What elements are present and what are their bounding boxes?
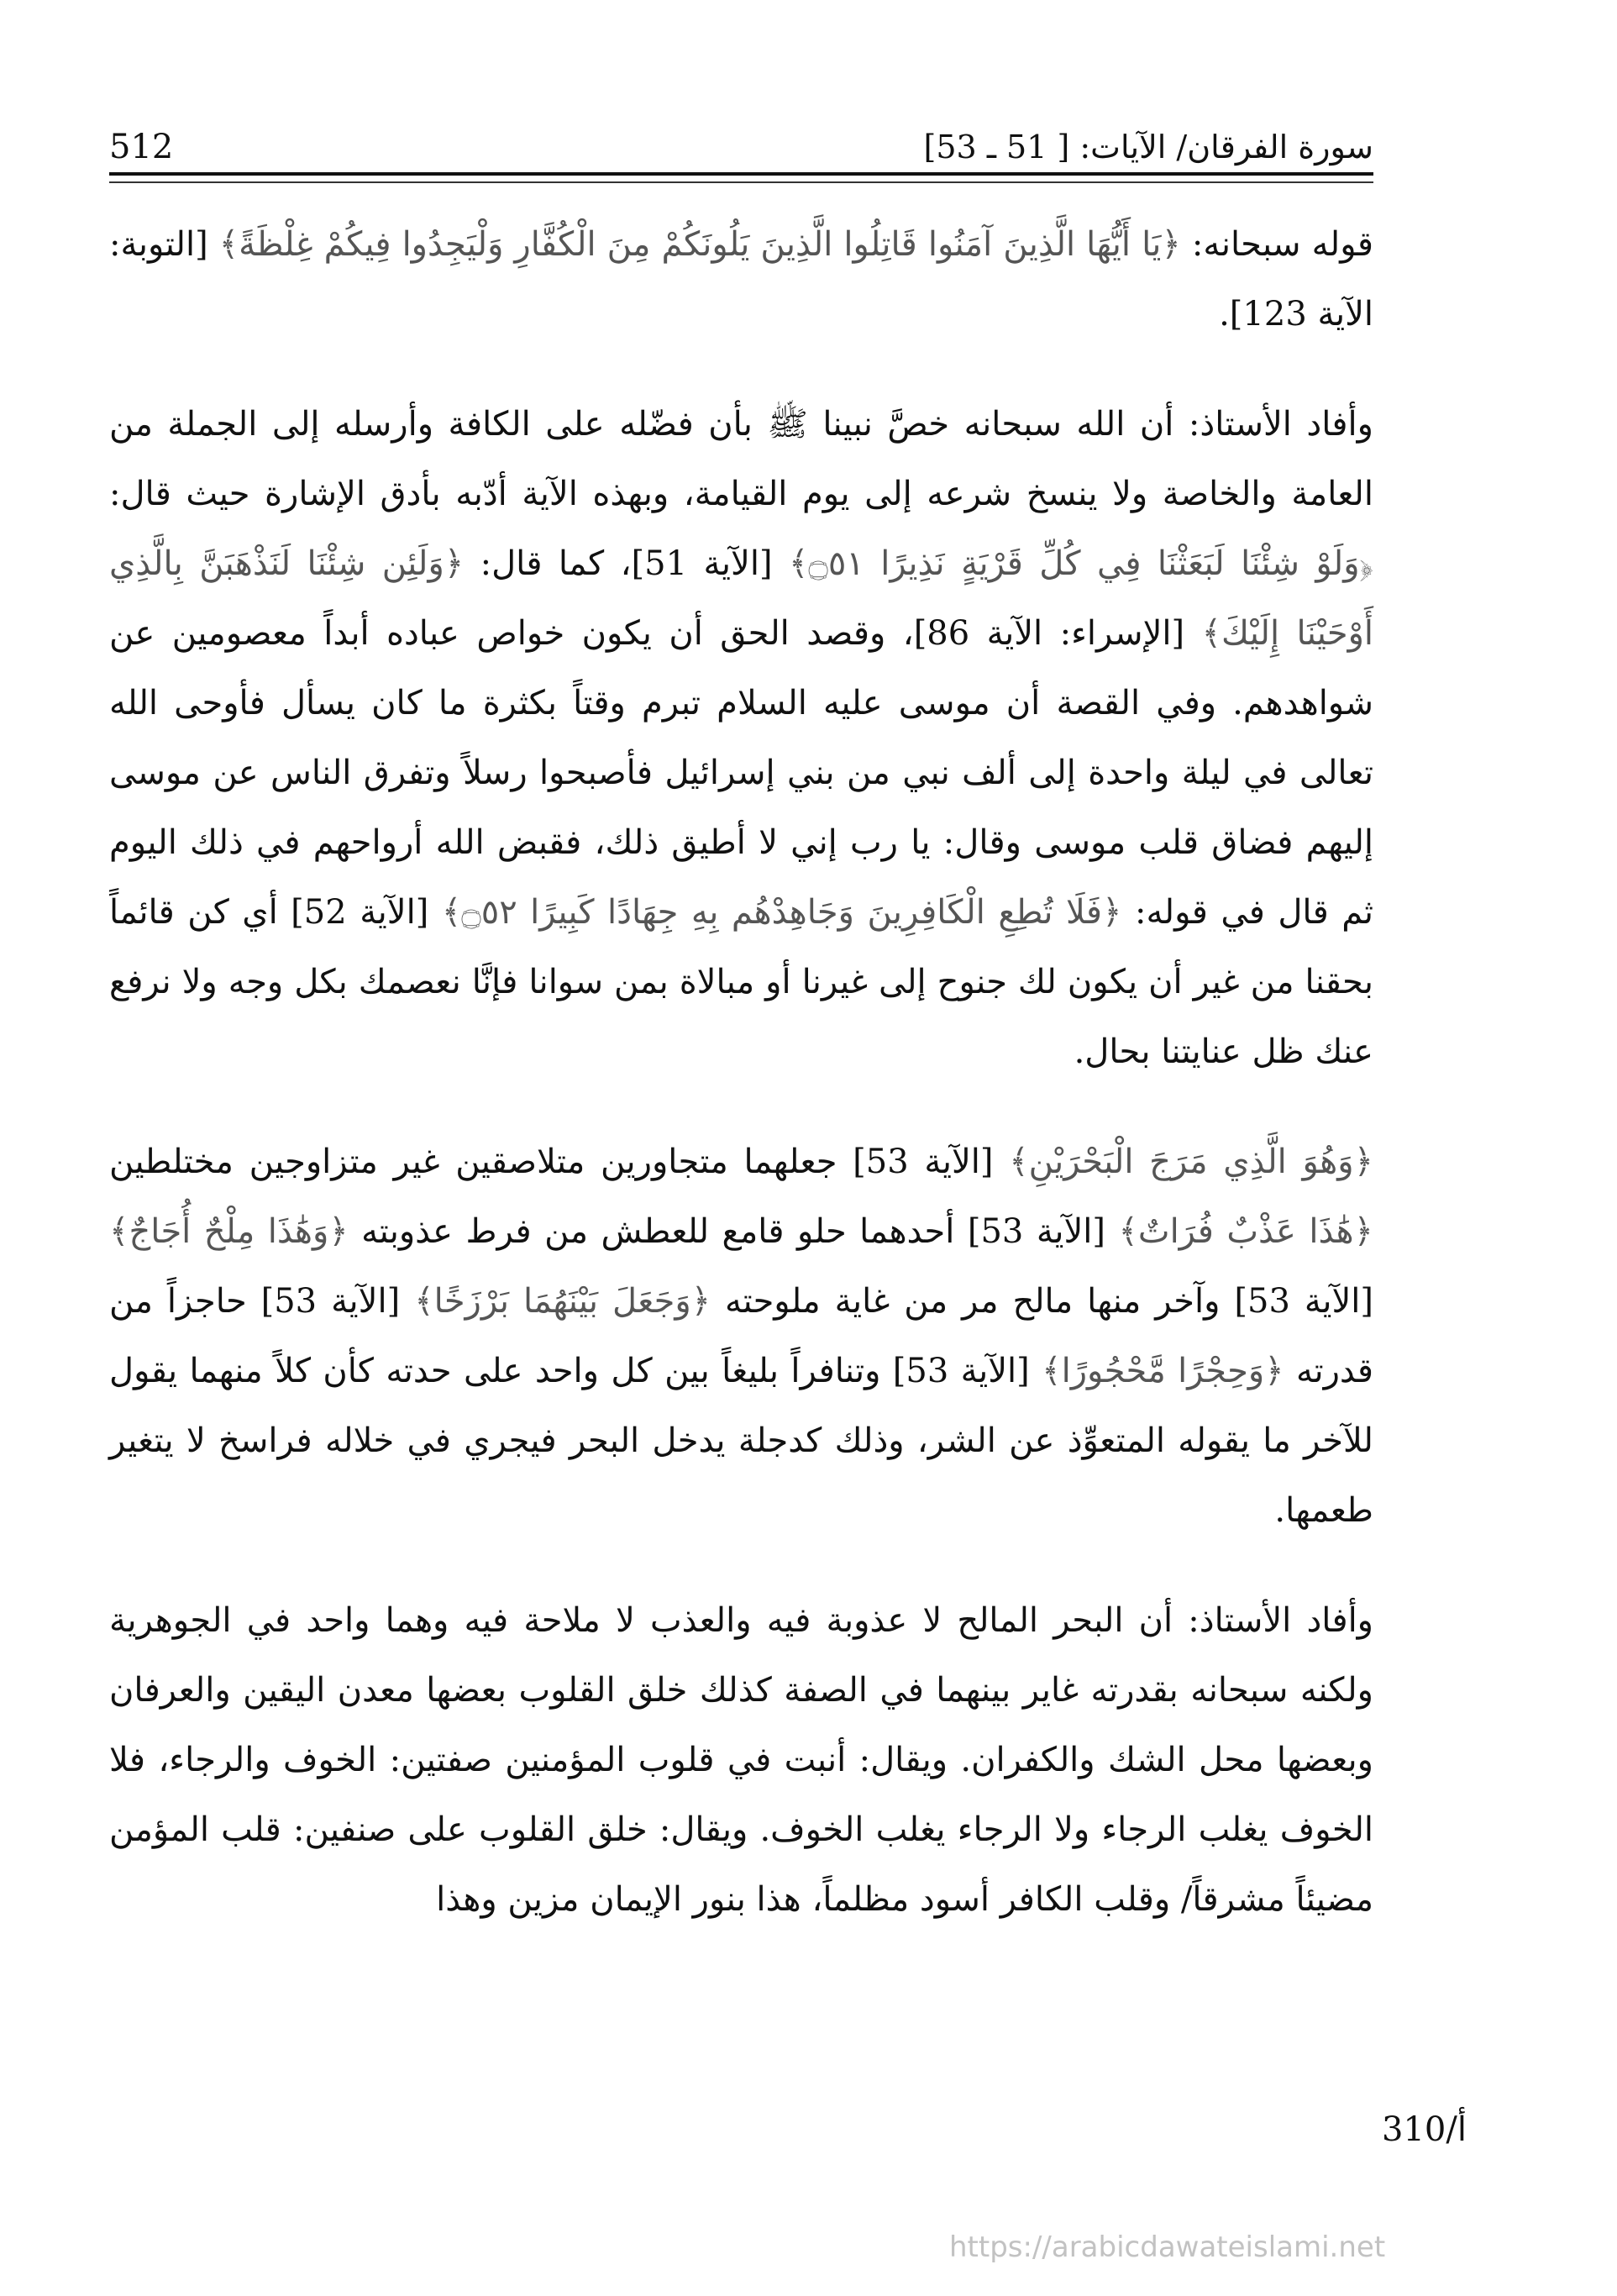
quran-verse: ﴿وَجَعَلَ بَيْنَهُمَا بَرْزَخًا﴾ [414, 1282, 711, 1321]
quran-verse: ﴿يَا أَيُّهَا الَّذِينَ آمَنُوا قَاتِلُوا الَّذِينَ يَلُونَكُمْ مِنَ الْكُفَّارِ وَلْيَجِدُوا فِيكُمْ غِلْظَةً﴾ [218, 225, 1181, 264]
page-number: 512 [109, 128, 174, 166]
body-text [109, 210, 1373, 1935]
text-run: قوله سبحانه: [1180, 225, 1374, 264]
quran-verse: ﴿فَلَا تُطِعِ الْكَافِرِينَ وَجَاهِدْهُم بِهِ جِهَادًا كَبِيرًا ۝٥٢﴾ [441, 893, 1122, 932]
folio-marker: 310/أ [1382, 2110, 1467, 2149]
text-run: وأفاد الأستاذ: أن الله سبحانه خصَّ نبينا ﷺ بأن فضّله على الكافة وأرسله إلى الجملة من العامة والخاصة ولا ينسخ شرعه إلى يوم القيامة، وبهذه الآية أدّبه بأدق الإشارة حيث قال: [109, 405, 1373, 513]
quran-verse: ﴿وَلَئِن شِئْنَا لَنَذْهَبَنَّ بِالَّذِي أَوْحَيْنَا إِلَيْكَ﴾ [109, 544, 1374, 653]
text-run: [الإسراء: الآية 86]، وقصد الحق أن يكون خواص عباده أبداً معصومين عن شواهدهم. وفي القصة أن موسى عليه السلام تبرم وقتاً بكثرة ما كان يسأل فأوحى الله تعالى في ليلة واحدة إلى ألف نبي من بني إسرائيل فأصبحوا رسلاً وتفرق الناس عن موسى إليهم فضاق قلب موسى وقال: يا رب إني لا أطيق ذلك، فقبض الله أرواحهم في ذلك اليوم ثم قال في قوله: [109, 614, 1374, 932]
quran-verse: ﴿وَلَوْ شِئْنَا لَبَعَثْنَا فِي كُلِّ قَرْيَةٍ نَذِيرًا ۝٥١﴾ [788, 544, 1373, 583]
paragraph [109, 1586, 1373, 1935]
paragraph [109, 210, 1373, 349]
quran-verse: ﴿وَحِجْرًا مَّحْجُورًا﴾ [1042, 1352, 1284, 1390]
text-run: [التوبة: الآية 123]. [109, 225, 1373, 334]
text-run: [الآية 52] أي كن قائماً بحقنا من غير أن يكون لك جنوح إلى غيرنا أو مبالاة بمن سوانا فإنَّا نعصمك بكل وجه ولا نرفع عنك ظل عنايتنا بحال. [109, 893, 1373, 1071]
paragraph [109, 390, 1373, 1087]
watermark-url: https://arabicdawateislami.net [949, 2230, 1386, 2264]
text-run: [الآية 53] وآخر منها مالح مر من غاية ملوحته [711, 1282, 1373, 1321]
surah-reference: سورة الفرقان/ الآيات: [ 51 ـ 53] [923, 129, 1373, 166]
text-run: [الآية 53] وتنافراً بليغاً بين كل واحد على حدته كأن كلاً منهما يقول للآخر ما يقوله المتعوِّذ عن الشر، وذلك كدجلة يدخل البحر فيجري في خلاله فراسخ لا يتغير طعمها. [109, 1352, 1373, 1530]
text-run: [الآية 53] جعلهما متجاورين متلاصقين غير متزاوجين مختلطين [109, 1143, 1010, 1181]
quran-verse: ﴿وَهَٰذَا مِلْحٌ أُجَاجٌ﴾ [109, 1212, 349, 1251]
running-header [109, 126, 1373, 168]
header-rule-thick [109, 172, 1373, 176]
header-rule-thin [109, 181, 1373, 183]
paragraph [109, 1127, 1373, 1546]
text-run: [الآية 53] حاجزاً من قدرته [109, 1282, 1374, 1390]
text-run: [الآية 53] أحدهما حلو قامع للعطش من فرط عذوبته [348, 1212, 1119, 1251]
quran-verse: ﴿هَٰذَا عَذْبٌ فُرَاتٌ﴾ [1118, 1212, 1373, 1251]
text-run: وأفاد الأستاذ: أن البحر المالح لا عذوبة فيه والعذب لا ملاحة فيه وهما واحد في الجوهرية ولكنه سبحانه بقدرته غاير بينهما في الصفة كذلك خلق القلوب بعضها معدن اليقين والعرفان وبعضها محل الشك والكفران. ويقال: أنبت في قلوب المؤمنين صفتين: الخوف والرجاء، فلا الخوف يغلب الرجاء ولا الرجاء يغلب الخوف. ويقال: خلق القلوب على صنفين: قلب المؤمن مضيئاً مشرقاً/ وقلب الكافر أسود مظلماً، هذا بنور الإيمان مزين وهذا [109, 1601, 1373, 1919]
text-run: [الآية 51]، كما قال: [464, 544, 789, 583]
quran-verse: ﴿وَهُوَ الَّذِي مَرَجَ الْبَحْرَيْنِ﴾ [1009, 1143, 1374, 1181]
